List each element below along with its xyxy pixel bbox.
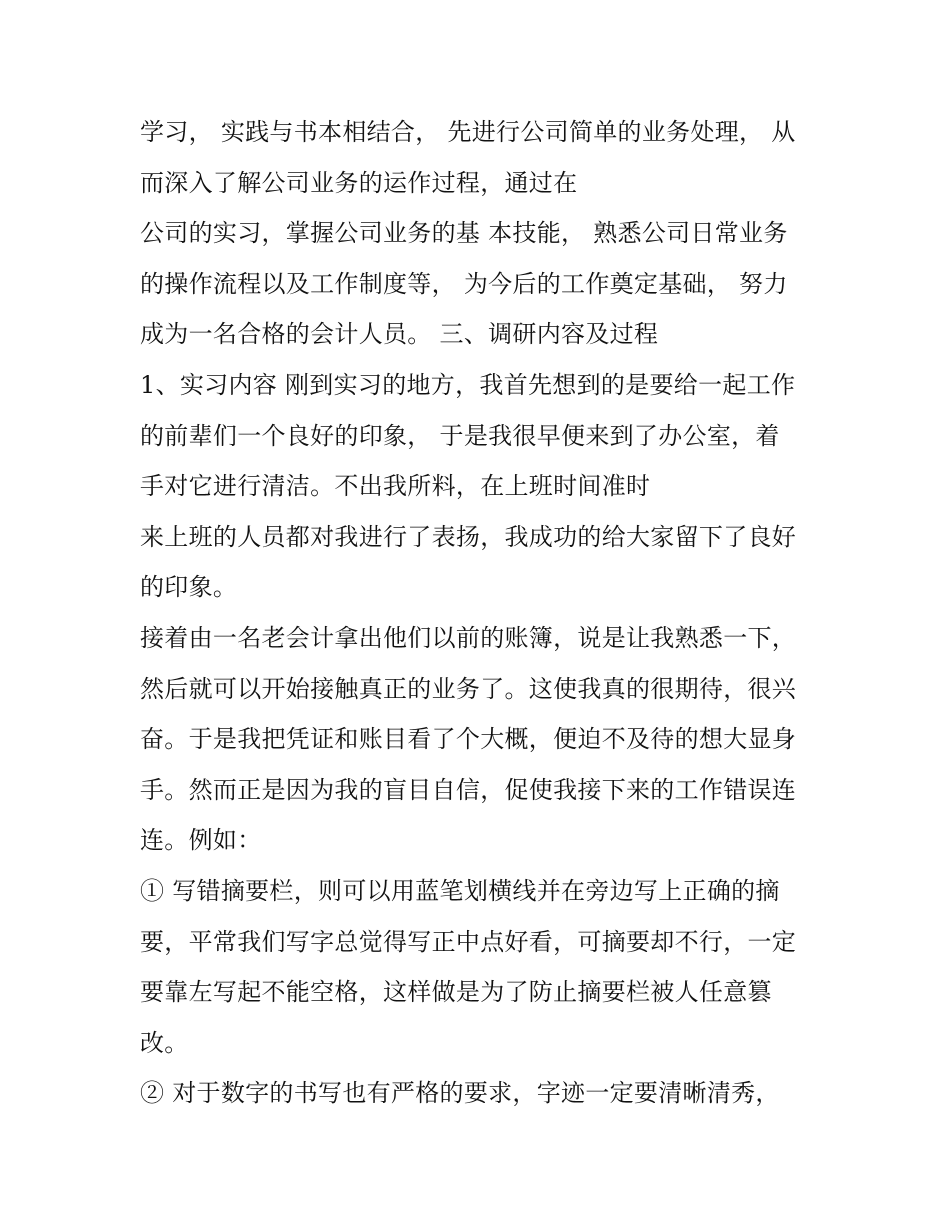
text-line: 改。 bbox=[140, 1028, 189, 1057]
text-line: 的印象。 bbox=[140, 573, 238, 602]
text-line: 奋。于是我把凭证和账目看了个大概，便迫不及待的想大显身 bbox=[140, 725, 797, 754]
text-line: 学习， 实践与书本相结合， 先进行公司简单的业务处理， 从 bbox=[140, 118, 796, 146]
body-text bbox=[140, 107, 830, 1119]
text-line: 连。例如： bbox=[140, 826, 262, 855]
text-line: 手对它进行清洁。不出我所料，在上班时间准时 bbox=[140, 472, 651, 501]
text-line: ② 对于数字的书写也有严格的要求，字迹一定要清晰清秀， bbox=[140, 1079, 780, 1108]
text-line: 来上班的人员都对我进行了表扬，我成功的给大家留下了良好 bbox=[140, 522, 797, 551]
text-line: 而深入了解公司业务的运作过程，通过在 bbox=[140, 168, 578, 197]
text-line: 的前辈们一个良好的印象， 于是我很早便来到了办公室，着 bbox=[140, 421, 780, 450]
text-line: 要，平常我们写字总觉得写正中点好看，可摘要却不行，一定 bbox=[140, 927, 797, 956]
text-line: 1、实习内容 刚到实习的地方，我首先想到的是要给一起工作 bbox=[140, 370, 796, 399]
text-line: 手。然而正是因为我的盲目自信，促使我接下来的工作错误连 bbox=[140, 775, 797, 804]
text-line: 公司的实习，掌握公司业务的基 本技能， 熟悉公司日常业务 bbox=[140, 219, 788, 248]
text-line: 成为一名合格的会计人员。 三、调研内容及过程 bbox=[140, 320, 659, 349]
text-line: ① 写错摘要栏，则可以用蓝笔划横线并在旁边写上正确的摘 bbox=[140, 876, 780, 905]
text-line: 的操作流程以及工作制度等， 为今后的工作奠定基础， 努力 bbox=[140, 269, 788, 298]
text-line: 要靠左写起不能空格，这样做是为了防止摘要栏被人任意篡 bbox=[140, 978, 772, 1007]
text-line: 然后就可以开始接触真正的业务了。这使我真的很期待，很兴 bbox=[140, 674, 797, 703]
text-line: 接着由一名老会计拿出他们以前的账簿，说是让我熟悉一下， bbox=[140, 623, 797, 652]
